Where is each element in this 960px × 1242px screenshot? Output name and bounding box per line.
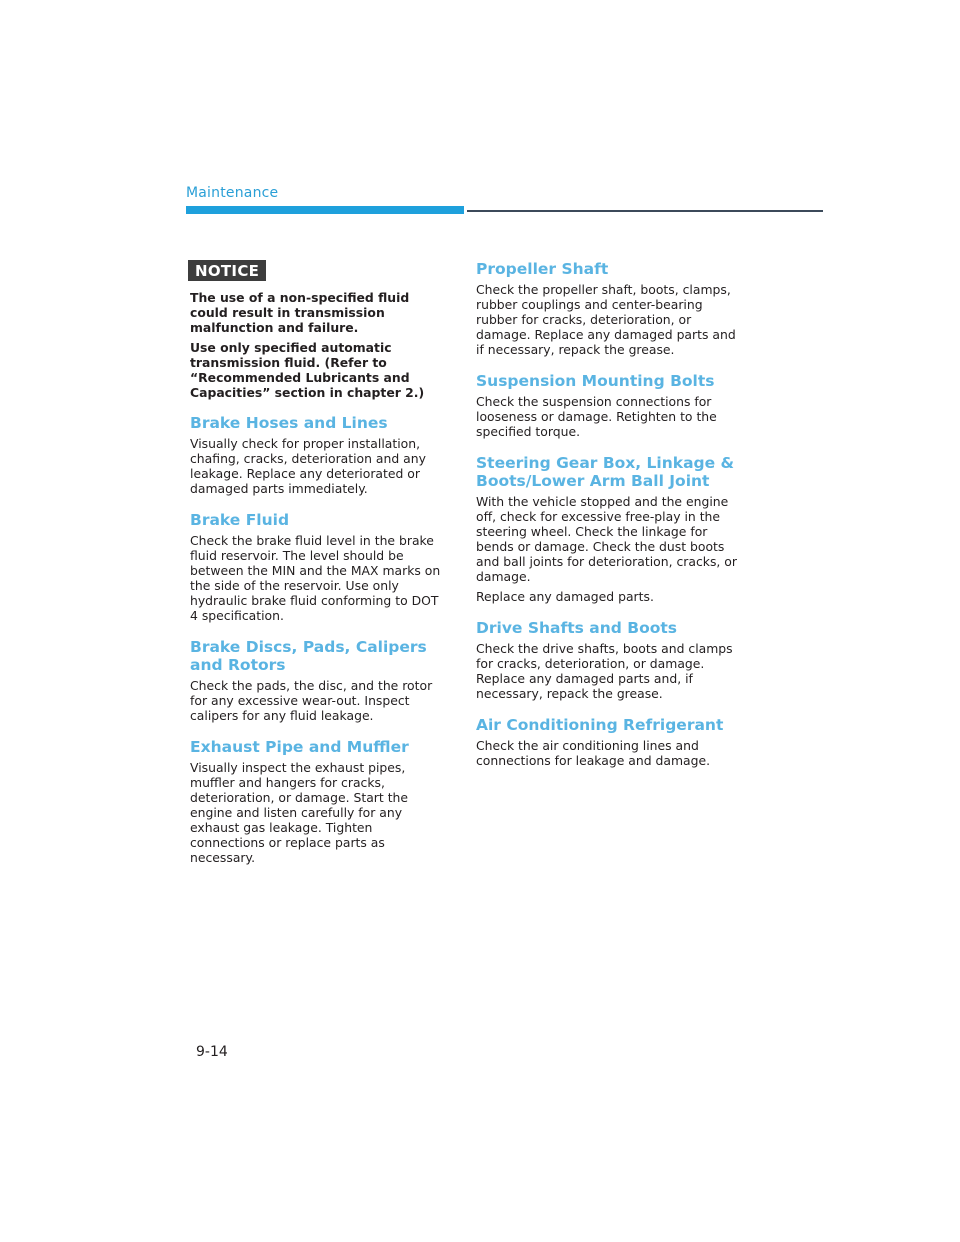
section-drive-shafts xyxy=(476,619,738,701)
section-brake-fluid xyxy=(190,511,448,623)
section-heading: Propeller Shaft xyxy=(476,260,609,278)
section-heading: Exhaust Pipe and Muffler xyxy=(190,738,409,756)
section-air-conditioning xyxy=(476,716,738,768)
section-brake-hoses xyxy=(190,414,448,496)
section-paragraph: Replace any damaged parts. xyxy=(476,589,654,604)
section-brake-discs xyxy=(190,638,448,723)
section-paragraph: Check the air conditioning lines and connections for leakage and damage. xyxy=(476,738,711,768)
section-paragraph: Check the pads, the disc, and the rotor for any excessive wear-out. Inspect calipers for any fluid leakage. xyxy=(190,678,433,723)
header-rule-accent xyxy=(186,206,464,214)
section-paragraph: Check the suspension connections for looseness or damage. Retighten to the specified torque. xyxy=(476,394,717,439)
section-heading: Brake Hoses and Lines xyxy=(190,414,388,432)
section-heading: Steering Gear Box, Linkage & Boots/Lower Arm Ball Joint xyxy=(476,454,735,490)
section-steering-gear xyxy=(476,454,738,604)
notice-paragraph: Use only specified automatic transmission fluid. (Refer to “Recommended Lubricants and Capacities” section in chapter 2.) xyxy=(190,340,425,400)
section-paragraph: Check the propeller shaft, boots, clamps, rubber couplings and center-bearing rubber for cracks, deterioration, or damage. Replace any damaged parts and if necessary, repack the grease. xyxy=(476,282,736,357)
notice-badge: NOTICE xyxy=(188,260,266,281)
section-heading: Brake Discs, Pads, Calipers and Rotors xyxy=(190,638,427,674)
section-heading: Drive Shafts and Boots xyxy=(476,619,678,637)
section-paragraph: With the vehicle stopped and the engine off, check for excessive free-play in the steering wheel. Check the linkage for bends or damage. Check the dust boots and ball joints for deterioration, cracks, or damage. xyxy=(476,494,737,584)
section-propeller-shaft xyxy=(476,260,738,357)
right-column xyxy=(476,260,738,773)
section-heading: Air Conditioning Refrigerant xyxy=(476,716,724,734)
section-suspension-bolts xyxy=(476,372,738,439)
section-paragraph: Check the drive shafts, boots and clamps for cracks, deterioration, or damage. Replace any damaged parts and, if necessary, repack the grease. xyxy=(476,641,733,701)
section-paragraph: Visually check for proper installation, chafing, cracks, deterioration and any leakage. Replace any deteriorated or damaged parts immediately. xyxy=(190,436,426,496)
notice-box xyxy=(190,260,448,400)
notice-paragraph: The use of a non-specified fluid could result in transmission malfunction and failure. xyxy=(190,290,410,335)
section-paragraph: Check the brake fluid level in the brake fluid reservoir. The level should be between the MIN and the MAX marks on the side of the reservoir. Use only hydraulic brake fluid conforming to DOT 4 specification. xyxy=(190,533,441,623)
section-paragraph: Visually inspect the exhaust pipes, muffler and hangers for cracks, deterioration, or damage. Start the engine and listen carefully for any exhaust gas leakage. Tighten connections or replace parts as necessary. xyxy=(190,760,409,865)
left-column xyxy=(190,260,448,870)
section-header-title: Maintenance xyxy=(186,185,279,201)
section-heading: Brake Fluid xyxy=(190,511,290,529)
header-rule-line xyxy=(467,210,823,212)
section-heading: Suspension Mounting Bolts xyxy=(476,372,715,390)
section-exhaust-pipe xyxy=(190,738,448,865)
page-number: 9-14 xyxy=(196,1044,228,1060)
